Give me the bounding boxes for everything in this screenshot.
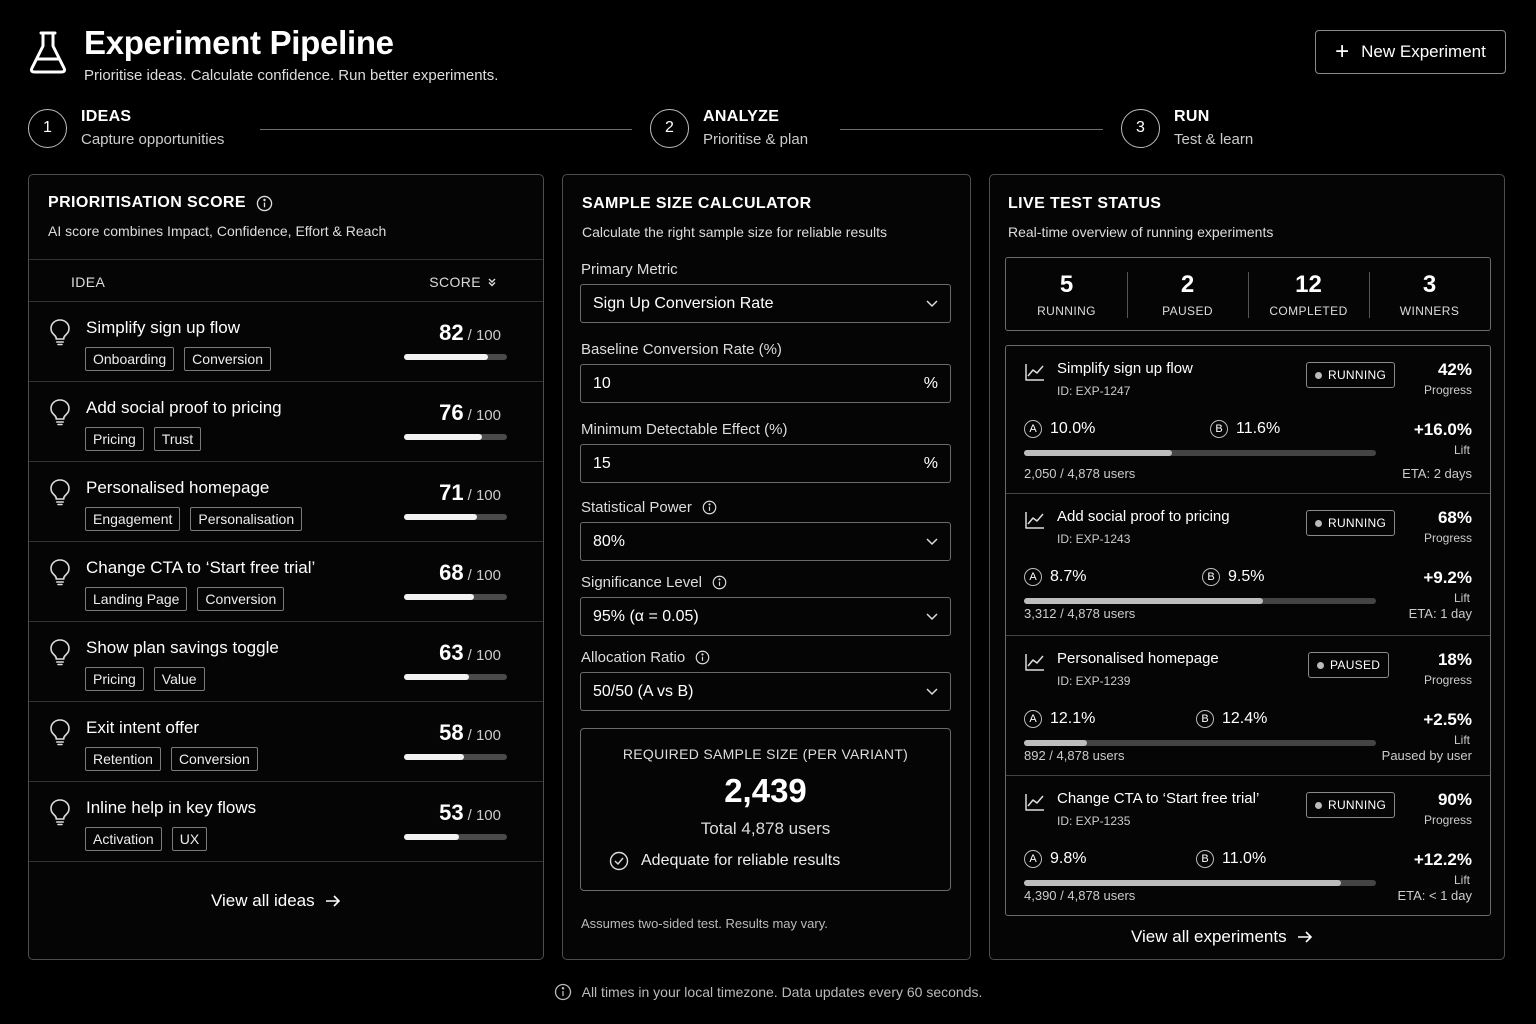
experiment-title: Personalised homepage: [1057, 650, 1219, 667]
status-summary: [1005, 257, 1491, 331]
lift-label: Lift: [1453, 591, 1470, 605]
primary-metric-select[interactable]: [580, 284, 951, 323]
panel-title: LIVE TEST STATUS: [1008, 195, 1162, 212]
primary-metric-label: Primary Metric: [581, 261, 678, 278]
tag: Pricing: [85, 427, 144, 451]
lightbulb-icon: [49, 638, 71, 666]
lift-label: Lift: [1453, 443, 1470, 457]
variant-a-icon: A: [1024, 850, 1042, 868]
idea-tags: [85, 507, 302, 531]
column-score[interactable]: SCORE: [429, 274, 497, 290]
progress-bar-fill: [1024, 740, 1087, 746]
idea-tags: [85, 667, 205, 691]
select-value: Sign Up Conversion Rate: [593, 294, 774, 312]
score-bar-fill: [404, 354, 488, 360]
input-value: 15: [593, 454, 611, 472]
variant-b-icon: B: [1210, 420, 1228, 438]
chevron-down-icon: [926, 613, 938, 621]
progress-label: Progress: [1423, 673, 1472, 687]
lightbulb-icon: [49, 798, 71, 826]
table-header: [29, 259, 543, 302]
experiment-row[interactable]: [1006, 636, 1490, 776]
variant-b: B 12.4%: [1196, 710, 1267, 728]
score-bar: [404, 834, 507, 840]
progress-percent: 90%: [1437, 790, 1472, 809]
idea-tags: [85, 347, 271, 371]
stat-number: 12: [1295, 271, 1322, 298]
select-value: 80%: [593, 532, 626, 550]
tag: Landing Page: [85, 587, 187, 611]
score-bar: [404, 514, 507, 520]
chevron-down-icon: [926, 688, 938, 696]
lightbulb-icon: [49, 478, 71, 506]
mde-label: Minimum Detectable Effect (%): [581, 421, 788, 438]
step-number: 3: [1121, 109, 1160, 148]
allocation-select[interactable]: [580, 672, 951, 711]
tag: Activation: [85, 827, 162, 851]
stat-completed[interactable]: [1248, 258, 1369, 330]
idea-score: 71 / 100: [439, 480, 501, 505]
trend-chart-icon: [1024, 792, 1046, 812]
baseline-input[interactable]: [580, 364, 951, 403]
variant-b-icon: B: [1196, 850, 1214, 868]
stat-number: 2: [1180, 271, 1195, 298]
flask-icon: [28, 28, 68, 76]
variant-b-icon: B: [1202, 568, 1220, 586]
idea-title: Personalised homepage: [86, 478, 270, 497]
page-title: Experiment Pipeline: [84, 24, 394, 61]
baseline-label: Baseline Conversion Rate (%): [581, 341, 782, 358]
stat-label: RUNNING: [1037, 304, 1096, 318]
progress-percent: 68%: [1437, 508, 1472, 527]
status-dot: [1315, 372, 1322, 379]
status-badge: PAUSED: [1308, 652, 1389, 678]
tag: Onboarding: [85, 347, 174, 371]
check-circle-icon: [609, 851, 629, 871]
stat-number: 5: [1059, 271, 1074, 298]
plus-icon: +: [1335, 38, 1350, 65]
user-count: 4,390 / 4,878 users: [1024, 888, 1136, 903]
score-bar: [404, 434, 507, 440]
trend-chart-icon: [1024, 362, 1046, 382]
tag: Conversion: [171, 747, 258, 771]
status-badge: RUNNING: [1306, 362, 1395, 388]
lift-value: +9.2%: [1423, 568, 1472, 587]
new-experiment-button[interactable]: [1315, 30, 1506, 74]
eta-text: ETA: < 1 day: [1397, 888, 1472, 903]
variant-a-icon: A: [1024, 568, 1042, 586]
idea-tags: [85, 747, 258, 771]
idea-row[interactable]: [29, 462, 543, 542]
column-idea: IDEA: [71, 274, 106, 290]
eta-text: ETA: 1 day: [1408, 606, 1472, 621]
progress-bar: [1024, 880, 1376, 886]
idea-row[interactable]: [29, 382, 543, 462]
chevron-down-icon: [926, 538, 938, 546]
idea-score: 58 / 100: [439, 720, 501, 745]
page-subtitle: Prioritise ideas. Calculate confidence. Run better experiments.: [84, 67, 499, 84]
trend-chart-icon: [1024, 652, 1046, 672]
progress-bar-fill: [1024, 598, 1263, 604]
idea-title: Change CTA to ‘Start free trial’: [86, 558, 316, 577]
idea-row[interactable]: [29, 782, 543, 862]
idea-score: 82 / 100: [439, 320, 501, 345]
idea-title: Inline help in key flows: [86, 798, 257, 817]
user-count: 3,312 / 4,878 users: [1024, 606, 1136, 621]
idea-title: Show plan savings toggle: [86, 638, 279, 657]
experiment-title: Add social proof to pricing: [1057, 508, 1230, 525]
eta-text: ETA: 2 days: [1402, 466, 1472, 481]
status-dot: [1315, 802, 1322, 809]
significance-label: Significance Level: [581, 574, 727, 591]
lift-value: +12.2%: [1413, 850, 1472, 869]
idea-tags: [85, 427, 201, 451]
experiment-id: ID: EXP-1243: [1057, 532, 1131, 546]
score-bar-fill: [404, 434, 482, 440]
step-number: 1: [28, 109, 67, 148]
step-label: ANALYZE: [703, 108, 780, 125]
idea-score: 76 / 100: [439, 400, 501, 425]
score-bar: [404, 354, 507, 360]
arrow-right-icon: [1297, 930, 1313, 944]
step-analyze[interactable]: [650, 108, 808, 148]
idea-title: Exit intent offer: [86, 718, 200, 737]
panel-title: SAMPLE SIZE CALCULATOR: [582, 195, 812, 212]
result-adequacy: Adequate for reliable results: [609, 851, 840, 871]
info-icon[interactable]: [695, 650, 710, 665]
power-select[interactable]: [580, 522, 951, 561]
experiment-id: ID: EXP-1239: [1057, 674, 1131, 688]
variant-a: A 12.1%: [1024, 710, 1095, 728]
lift-label: Lift: [1453, 733, 1470, 747]
progress-percent: 42%: [1437, 360, 1472, 379]
significance-select[interactable]: [580, 597, 951, 636]
lift-label: Lift: [1453, 873, 1470, 887]
idea-row[interactable]: [29, 702, 543, 782]
input-value: 10: [593, 374, 611, 392]
progress-bar-fill: [1024, 450, 1172, 456]
idea-title: Add social proof to pricing: [86, 398, 282, 417]
view-all-ideas-link[interactable]: View all ideas: [211, 891, 341, 911]
sample-size-result: [580, 728, 951, 891]
tag: Conversion: [197, 587, 284, 611]
progress-label: Progress: [1423, 531, 1472, 545]
percent-suffix: %: [923, 454, 938, 472]
experiment-title: Change CTA to ‘Start free trial’: [1057, 790, 1260, 807]
score-bar: [404, 594, 507, 600]
result-label: REQUIRED SAMPLE SIZE (PER VARIANT): [622, 746, 909, 762]
progress-bar-fill: [1024, 880, 1341, 886]
variant-b-icon: B: [1196, 710, 1214, 728]
variant-b: B 11.0%: [1196, 850, 1266, 868]
score-bar-fill: [404, 674, 469, 680]
experiment-title: Simplify sign up flow: [1057, 360, 1193, 377]
power-label: Statistical Power: [581, 499, 717, 516]
variant-b: B 11.6%: [1210, 420, 1280, 438]
idea-score: 68 / 100: [439, 560, 501, 585]
idea-tags: [85, 587, 284, 611]
select-value: 95% (α = 0.05): [593, 607, 699, 625]
progress-label: Progress: [1423, 383, 1472, 397]
lift-value: +16.0%: [1413, 420, 1472, 439]
info-icon[interactable]: [256, 195, 273, 212]
page-footer: [0, 983, 1536, 1001]
tag: Personalisation: [190, 507, 302, 531]
lightbulb-icon: [49, 718, 71, 746]
variant-a: A 9.8%: [1024, 850, 1086, 868]
status-badge: RUNNING: [1306, 792, 1395, 818]
step-label: IDEAS: [81, 108, 132, 125]
variant-b: B 9.5%: [1202, 568, 1264, 586]
chevron-down-icon: [926, 300, 938, 308]
experiment-id: ID: EXP-1235: [1057, 814, 1131, 828]
variant-a: A 10.0%: [1024, 420, 1095, 438]
variant-a: A 8.7%: [1024, 568, 1086, 586]
mde-input[interactable]: [580, 444, 951, 483]
panel-subtitle: Real-time overview of running experiments: [1008, 224, 1274, 240]
step-connector: [840, 129, 1103, 130]
calculator-note: Assumes two-sided test. Results may vary.: [581, 916, 828, 931]
step-number: 2: [650, 109, 689, 148]
progress-bar: [1024, 598, 1376, 604]
footer-text: All times in your local timezone. Data updates every 60 seconds.: [581, 984, 983, 1000]
idea-row[interactable]: [29, 302, 543, 382]
percent-suffix: %: [923, 374, 938, 392]
tag: UX: [172, 827, 207, 851]
step-subtitle: Capture opportunities: [81, 131, 225, 148]
score-bar-fill: [404, 594, 474, 600]
experiment-row[interactable]: [1006, 776, 1490, 916]
result-total: Total 4,878 users: [700, 819, 831, 838]
step-subtitle: Prioritise & plan: [703, 131, 809, 148]
step-run[interactable]: [1121, 108, 1253, 148]
panel-title: PRIORITISATION SCORE: [48, 194, 386, 212]
stat-label: COMPLETED: [1269, 304, 1348, 318]
experiment-row[interactable]: [1006, 494, 1490, 636]
score-bar: [404, 674, 507, 680]
idea-row[interactable]: [29, 542, 543, 622]
arrow-right-icon: [325, 894, 341, 908]
page-header: [28, 24, 1506, 88]
variant-a-icon: A: [1024, 710, 1042, 728]
info-icon: [554, 983, 572, 1001]
view-all-experiments-link[interactable]: View all experiments: [1131, 927, 1313, 947]
score-bar-fill: [404, 834, 459, 840]
status-badge: RUNNING: [1306, 510, 1395, 536]
stat-label: WINNERS: [1399, 304, 1460, 318]
tag: Retention: [85, 747, 161, 771]
idea-score: 53 / 100: [439, 800, 501, 825]
tag: Value: [154, 667, 205, 691]
result-value: 2,439: [724, 772, 807, 809]
info-icon[interactable]: [702, 500, 717, 515]
eta-text: Paused by user: [1381, 748, 1472, 763]
idea-score: 63 / 100: [439, 640, 501, 665]
live-test-status-panel: [989, 174, 1505, 960]
step-connector: [260, 129, 632, 130]
sort-icon: [487, 277, 497, 287]
progress-percent: 18%: [1437, 650, 1472, 669]
stat-winners[interactable]: [1369, 258, 1490, 330]
user-count: 2,050 / 4,878 users: [1024, 466, 1136, 481]
experiment-row[interactable]: [1006, 346, 1490, 494]
tag: Trust: [154, 427, 201, 451]
tag: Conversion: [184, 347, 271, 371]
stat-running[interactable]: [1006, 258, 1127, 330]
pipeline-steps: [28, 108, 1288, 154]
select-value: 50/50 (A vs B): [593, 682, 694, 700]
progress-label: Progress: [1423, 813, 1472, 827]
status-dot: [1315, 520, 1322, 527]
variant-a-icon: A: [1024, 420, 1042, 438]
step-subtitle: Test & learn: [1174, 131, 1254, 148]
lightbulb-icon: [49, 398, 71, 426]
progress-bar: [1024, 450, 1376, 456]
status-dot: [1317, 662, 1324, 669]
idea-row[interactable]: [29, 622, 543, 702]
lift-value: +2.5%: [1423, 710, 1472, 729]
panel-subtitle: Calculate the right sample size for reliable results: [582, 224, 888, 240]
experiment-list: [1005, 345, 1491, 916]
sample-size-calculator-panel: [562, 174, 971, 960]
info-icon[interactable]: [712, 575, 727, 590]
stat-number: 3: [1422, 271, 1437, 298]
experiment-id: ID: EXP-1247: [1057, 384, 1131, 398]
step-ideas[interactable]: [28, 108, 224, 148]
progress-bar: [1024, 740, 1376, 746]
lightbulb-icon: [49, 558, 71, 586]
tag: Engagement: [85, 507, 180, 531]
lightbulb-icon: [49, 318, 71, 346]
stat-label: PAUSED: [1162, 304, 1213, 318]
score-bar-fill: [404, 754, 464, 760]
stat-paused[interactable]: [1127, 258, 1248, 330]
new-experiment-label: New Experiment: [1361, 42, 1486, 61]
trend-chart-icon: [1024, 510, 1046, 530]
score-bar: [404, 754, 507, 760]
score-bar-fill: [404, 514, 477, 520]
panel-subtitle: AI score combines Impact, Confidence, Effort & Reach: [48, 223, 387, 239]
step-label: RUN: [1174, 108, 1210, 125]
allocation-label: Allocation Ratio: [581, 649, 710, 666]
idea-title: Simplify sign up flow: [86, 318, 241, 337]
tag: Pricing: [85, 667, 144, 691]
user-count: 892 / 4,878 users: [1024, 748, 1125, 763]
prioritisation-panel: [28, 174, 544, 960]
idea-tags: [85, 827, 207, 851]
